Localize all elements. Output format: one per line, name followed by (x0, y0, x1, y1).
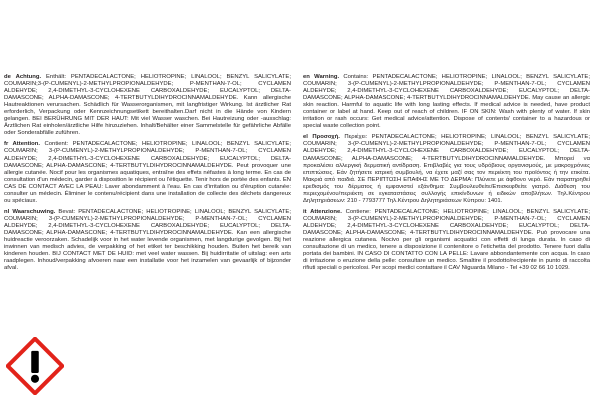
warning-body-fr: Contient: PENTADECALACTONE; HELIOTROPINE; LINALOOL; BENZYL SALICYLATE; COUMARIN; 3-(P-CUMENYL)-2-METHYLPROPIONALDEHYDE; P-MENTHAN-7-OL; CYCLAMEN ALDEHYDE; 2,4-DIMETHYL-3-CYCLOHEXENE CARBOXALDEHYDE; EUCALYPTOL; DELTA-DAMASCONE; ALPHA-DAMASCONE; 4-TERTBUTYLDIHYDROCINNAMALDEHYDE. Peut provoquer une allergie cutanée. Nocif pour les organismes aquatiques, entraîne des effets néfastes à long terme. En cas de consultation d'un médecin, garder à disposition le récipient ou l'étiquette. Tenir hors de portée des enfants. EN CAS DE CONTACT AVEC LA PEAU: Laver abondamment à l'eau. En cas d'irritation ou d'éruption cutanée: consulter un médecin. Éliminer le contenu/récipient dans une installation de collecte des déchets dangereux ou spéciaux. (4, 141, 292, 204)
label-left-column (4, 74, 291, 276)
exclamation-dot (31, 375, 39, 383)
warning-body-en: Contains: PENTADECALACTONE; HELIOTROPINE; LINALOOL; BENZYL SALICYLATE; COUMARIN; 3-(P-CUMENYL)-2-METHYLPROPIONALDEHYDE; P-MENTHAN-7-OL; CYCLAMEN ALDEHYDE; 2,4-DIMETHYL-3-CYCLOHEXENE CARBOXALDEHYDE; EUCALYPTOL; DELTA-DAMASCONE; ALPHA-DAMASCONE; 4-TERTBUTYLDIHYDROCINNAMALDEHYDE. May cause an allergic skin reaction. Harmful to aquatic life with long lasting effects. If medical advice is needed, have product container or label at hand. Keep out of reach of children. IF ON SKIN: Wash with plenty of water. If skin irritation or rash occurs: Get medical advice/attention. Dispose of contents/ container to a hazardous or special waste collection point. (303, 74, 590, 130)
language-heading-de: de Achtung. (4, 74, 42, 80)
warning-text-it (303, 209, 590, 272)
language-heading-it: it Attenzione. (303, 208, 342, 215)
exclamation-bar (31, 351, 39, 373)
warning-text-en (303, 74, 590, 130)
warning-text-de (4, 74, 291, 137)
warning-text-fr (4, 141, 291, 204)
language-heading-en: en Warning. (303, 74, 340, 80)
warning-text-nl (4, 209, 291, 272)
ghs07-exclamation-mark-icon (6, 337, 64, 395)
language-heading-nl: nl Waarschuwing. (4, 208, 56, 215)
warning-body-de: Enthält: PENTADECALACTONE; HELIOTROPINE; LINALOOL; BENZYL SALICYLATE; COUMARIN;3-(P-CUMENYL)-2-METHYLPROPIONALDEHYDE; P-MENTHAN-7-OL; CYCLAMEN ALDEHYDE; 2,4-DIMETHYL-3-CYCLOHEXENE CARBOXALDEHYDE; EUCALYPTOL; DELTA-DAMASCONE; ALPHA-DAMASCONE; 4-TERTBUTYLDIHYDROCINNAMALDEHYDE. Kann allergische Hautreaktionen verursachen. Schädlich für Wasserorganismen, mit langfristiger Wirkung. Ist ärztlicher Rat erforderlich, Verpackung oder Kennzeichnungsetikett bereithalten.Darf nicht in die Hände von Kindern gelangen. BEI BERÜHRUNG MIT DER HAUT: Mit viel Wasser waschen. Bei Hautreizung oder -ausschlag: Ärztlichen Rat einholen/ärztliche Hilfe hinzuziehen. Inhalt/Behälter einer Sammelstelle für gefährliche Abfälle oder Sonderabfälle zuführen. (4, 74, 291, 137)
language-heading-el: el Προσοχή. (303, 134, 340, 141)
warning-body-it: Contiene: PENTADECALACTONE; HELIOTROPINE; LINALOOL; BENZYL SALICYLATE; COUMARIN; 3-(P-CUMENYL)-2-METHYLPROPIONALDEHYDE; P-MENTHAN-7-OL; CYCLAMEN ALDEHYDE; 2,4-DIMETHYL-3-CYCLOHEXENE CARBOXALDEHYDE; EUCALYPTOL; DELTA-DAMASCONE; ALPHA-DAMASCONE; 4-TERTBUTYLDIHYDROCINNAMALDEHYDE. Può provocare una reazione allergica cutanea. Nocivo per gli organismi acquatici con effetti di lunga durata. In caso di consultazione di un medico, tenere a disposizione il contenitore o l'etichetta del prodotto. Tenere fuori dalla portata dei bambini. IN CASO DI CONTATTO CON LA PELLE: Lavare abbondantemente con acqua. In caso di irritazione o eruzione della pelle: consultare un medico. Smaltire il prodotto/recipiente in punto di raccolta rifiuti speciali o pericolosi. Per scopi medici contattare il CAV Niguarda Milano - Tel +39 02 66 10 1029. (303, 208, 591, 272)
warning-text-el (303, 134, 590, 204)
label-right-column (303, 74, 590, 276)
warning-body-nl: Bevat: PENTADECALACTONE; HELIOTROPINE; LINALOOL; BENZYL SALICYLATE; COUMARIN; 3-(P-CUMENYL)-2-METHYLPROPIONALDEHYDE; P-MENTHAN-7-OL; CYCLAMEN ALDEHYDE; 2,4-DIMETHYL-3-CYCLOHEXENE CARBOXALDEHYDE; EUCALYPTOL; DELTA-DAMASCONE; ALPHA-DAMASCONE; 4-TERTBUTYLDIHYDROCINNAMALDEHYDE. Kan een allergische huidreactie veroorzaken. Schadelijk voor in het water levende organismen, met langdurige gevolgen. Bij het inwinnen van medisch advies, de verpakking of het etiket ter beschikking houden. Buiten het bereik van kinderen houden. BIJ CONTACT MET DE HUID: met veel water wassen. Bij huidirritatie of uitslag: een arts raadplegen. Inhoud/verpakking afvoeren naar een installatie voor het inzamelen van gevaarlijk of bijzonder afval. (4, 208, 291, 272)
warning-body-el: Περιέχει: PENTADECALACTONE; HELIOTROPINE; LINALOOL; BENZYL SALICYLATE; COUMARIN; 3-(P-CUMENYL)-2-METHYLPROPIONALDEHYDE; P-MENTHAN-7-OL; CYCLAMEN ALDEHYDE; 2,4-DIMETHYL-3-CYCLOHEXENE CARBOXALDEHYDE; EUCALYPTOL; DELTA-DAMASCONE; ALPHA-DAMASCONE; 4-TERTBUTYLDIHYDROCINNAMALDEHYDE. Μπορεί να προκαλέσει αλλεργική δερματική αντίδραση. Επιβλαβές για τους υδρόβιους οργανισμούς, με μακροχρόνιες επιπτώσεις. Εάν ζητήσετε ιατρική συμβουλή, να έχετε μαζί σας τον περιέκτη του προϊόντος ή την ετικέτα. Μακριά από παιδιά. ΣΕ ΠΕΡΙΠΤΩΣΗ ΕΠΑΦΗΣ ΜΕ ΤΟ ΔΕΡΜΑ: Πλύνετε με άφθονο νερό. Εάν παρατηρηθεί ερεθισμός του δέρματος ή εμφανιστεί εξάνθημα: Συμβουλευθείτε/Επισκεφθείτε γιατρό. Διάθεση του περιεχομένου/περιέκτη σε εγκαταστάσεις συλλογής επικίνδυνων ή ειδικών αποβλήτων. Τηλ.Κέντρου Δηλητηριάσεων: 210 - 7793777 Τηλ.Κέντρου Δηλητηριάσεων Κύπρου: 1401. (303, 134, 590, 204)
language-heading-fr: fr Attention. (4, 141, 41, 148)
